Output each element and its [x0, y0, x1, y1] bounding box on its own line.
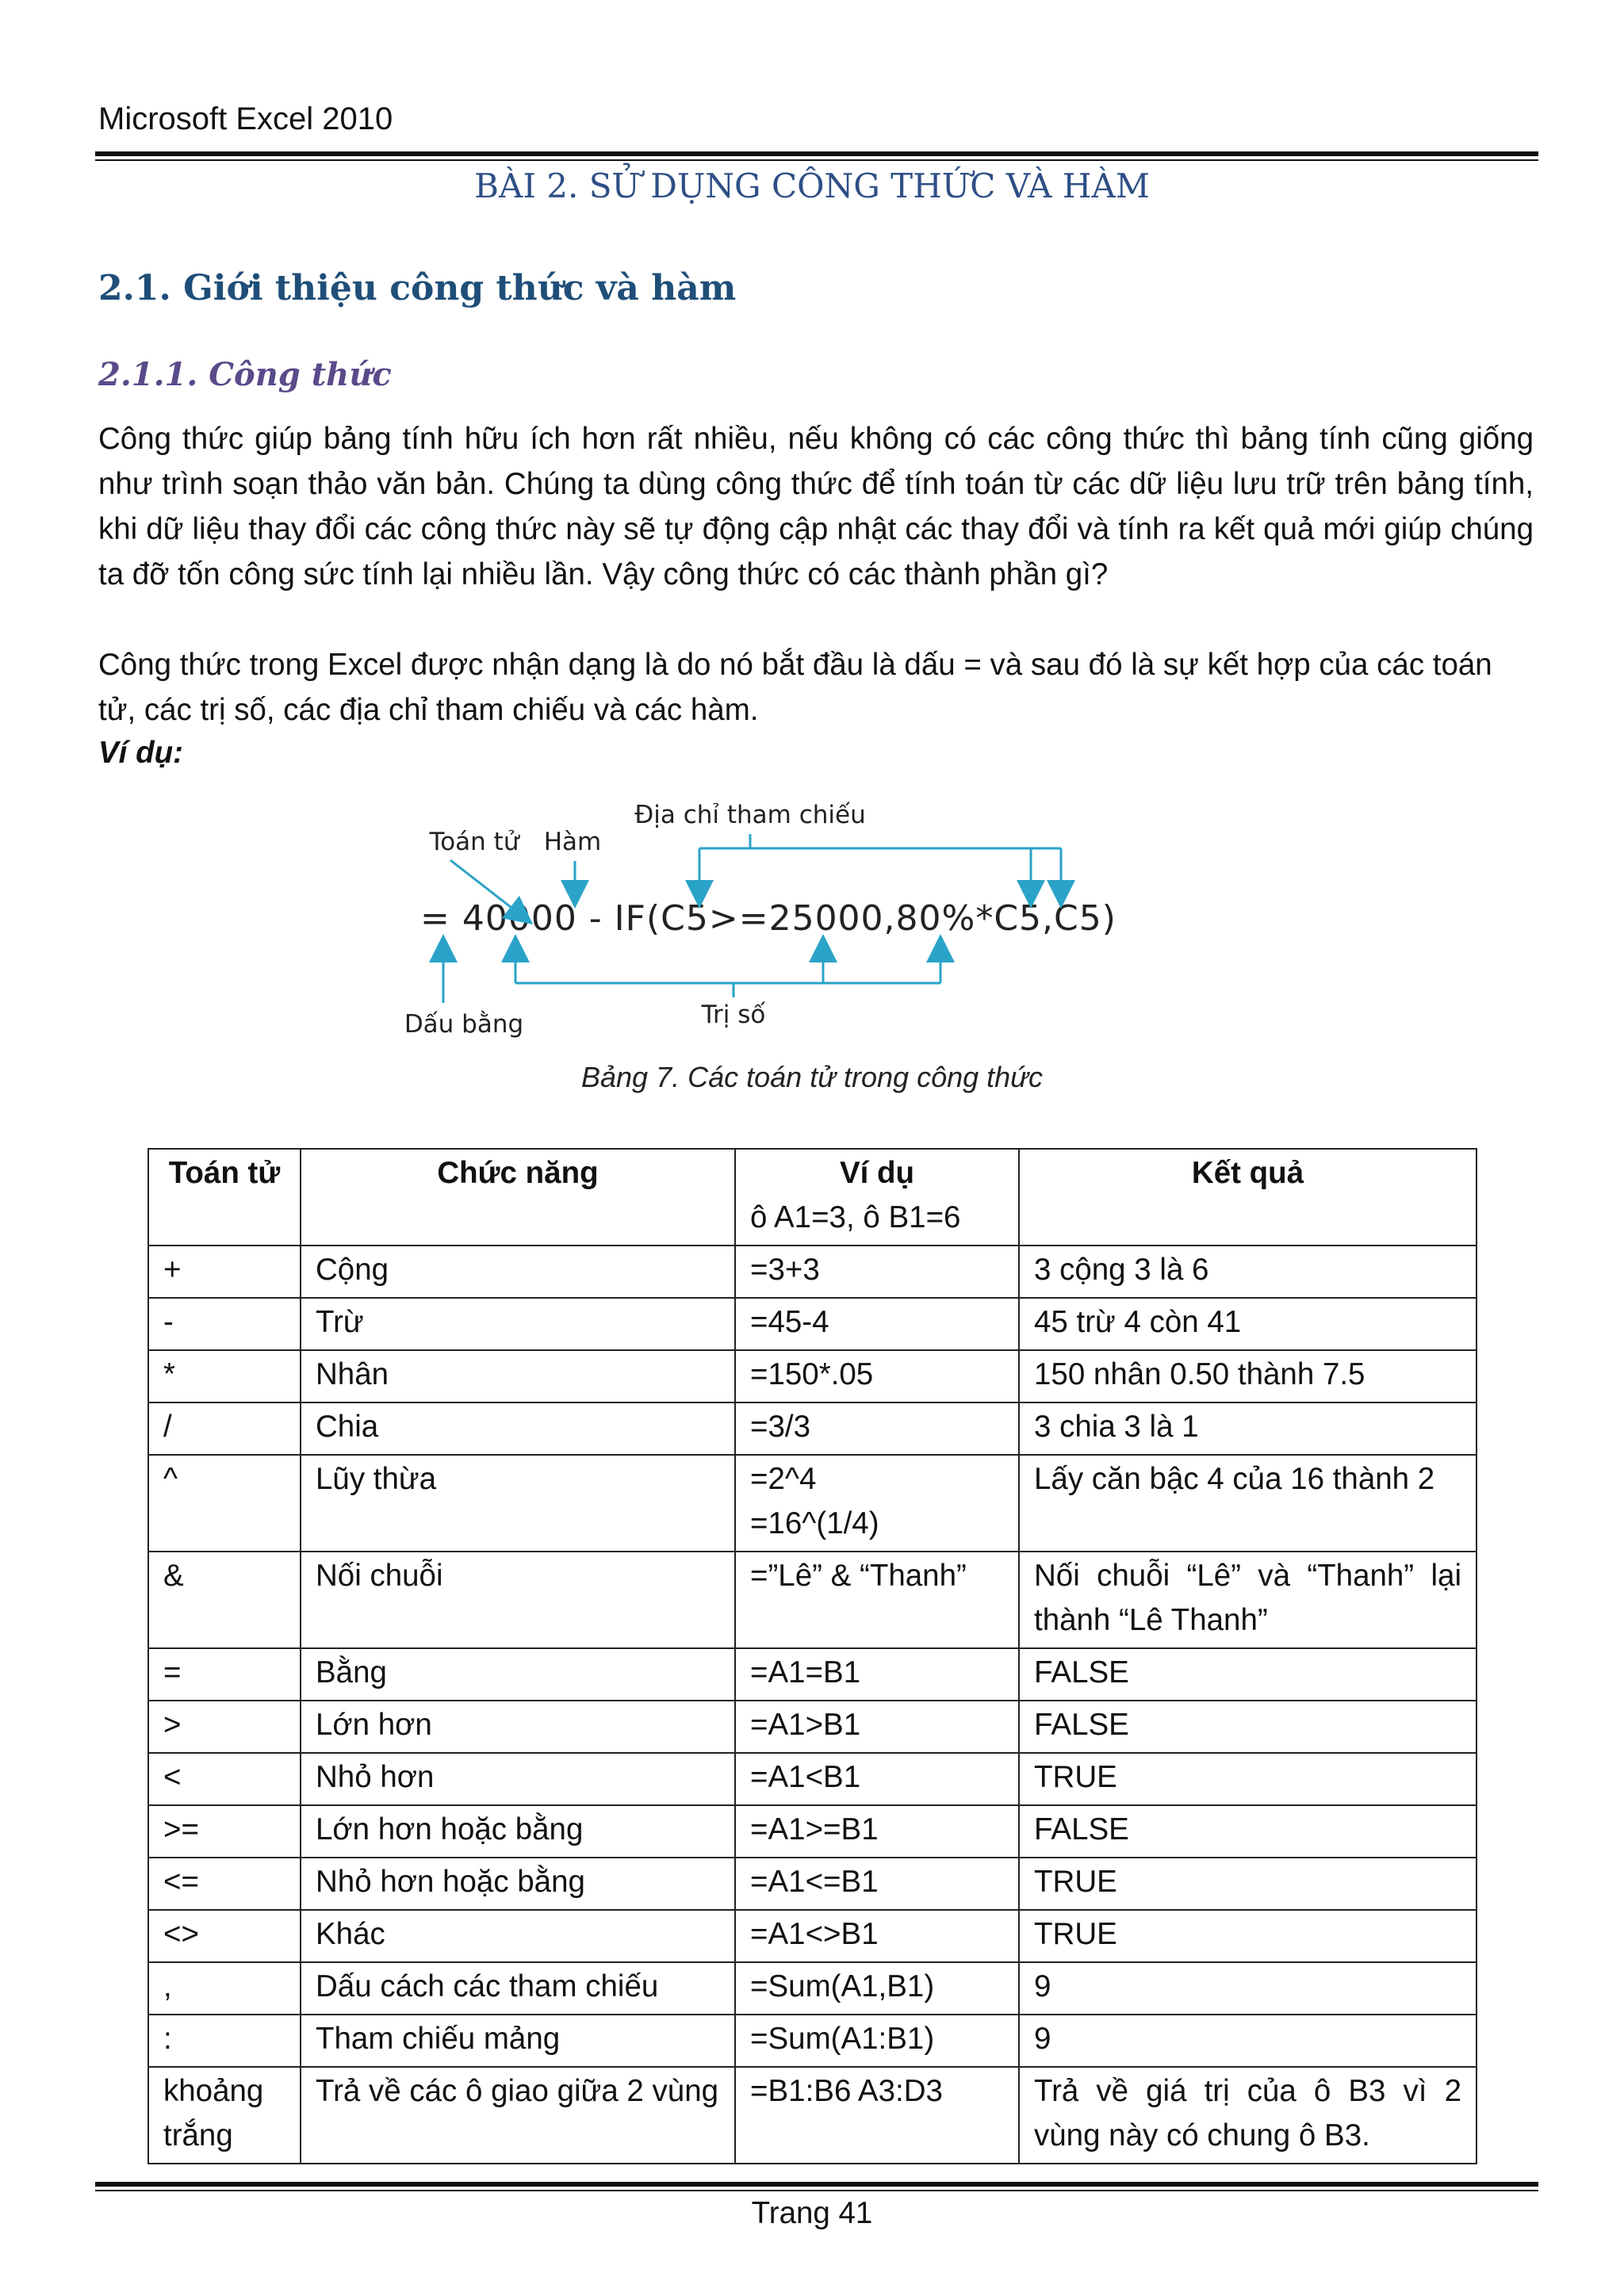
example-cell: =A1<>B1	[735, 1910, 1019, 1962]
example-cell: =A1>B1	[735, 1701, 1019, 1753]
result-cell: 9	[1019, 1962, 1477, 2015]
header-title: Microsoft Excel 2010	[98, 101, 393, 136]
function-cell: Nhỏ hơn hoặc bằng	[301, 1858, 735, 1910]
label-reference: Địa chỉ tham chiếu	[634, 801, 866, 829]
function-cell: Tham chiếu mảng	[301, 2015, 735, 2067]
result-cell: FALSE	[1019, 1805, 1477, 1858]
header-rule-thick	[95, 151, 1538, 156]
example-cell: =A1<B1	[735, 1753, 1019, 1805]
operator-cell: >	[148, 1701, 301, 1753]
table-caption: Bảng 7. Các toán tử trong công thức	[581, 1061, 1043, 1093]
operator-cell: +	[148, 1246, 301, 1298]
example-cell: =A1<=B1	[735, 1858, 1019, 1910]
section-heading: 2.1. Giới thiệu công thức và hàm	[98, 268, 737, 308]
result-cell: TRUE	[1019, 1753, 1477, 1805]
table-row	[148, 1552, 1477, 1648]
example-label: Ví dụ:	[98, 736, 183, 770]
footer-rule-thick	[95, 2182, 1538, 2187]
table-row	[148, 1858, 1477, 1910]
header-example	[735, 1149, 1019, 1246]
function-cell: Nhân	[301, 1350, 735, 1402]
operators-table	[147, 1148, 1477, 2164]
example-cell: =A1=B1	[735, 1648, 1019, 1701]
operator-cell: &	[148, 1552, 301, 1648]
table-row	[148, 1455, 1477, 1552]
operator-cell: ,	[148, 1962, 301, 2015]
header-result: Kết quả	[1019, 1149, 1477, 1246]
result-cell: 3 cộng 3 là 6	[1019, 1246, 1477, 1298]
table-header-row	[148, 1149, 1477, 1246]
example-cell: =B1:B6 A3:D3	[735, 2067, 1019, 2164]
function-cell: Nhỏ hơn	[301, 1753, 735, 1805]
result-cell: TRUE	[1019, 1858, 1477, 1910]
operator-cell: =	[148, 1648, 301, 1701]
function-cell: Nối chuỗi	[301, 1552, 735, 1648]
page-number: Trang 41	[751, 2196, 873, 2230]
result-cell: Trả về giá trị của ô B3 vì 2 vùng này có chung ô B3.	[1019, 2067, 1477, 2164]
result-cell: 45 trừ 4 còn 41	[1019, 1298, 1477, 1350]
operator-cell: <>	[148, 1910, 301, 1962]
table-row	[148, 1753, 1477, 1805]
lesson-title: BÀI 2. SỬ DỤNG CÔNG THỨC VÀ HÀM	[474, 166, 1150, 205]
header-example-label: Ví dụ	[839, 1156, 915, 1190]
example-cell: =A1>=B1	[735, 1805, 1019, 1858]
result-cell: Lấy căn bậc 4 của 16 thành 2	[1019, 1455, 1477, 1552]
operator-cell: <=	[148, 1858, 301, 1910]
example-cell: =45-4	[735, 1298, 1019, 1350]
table-row	[148, 1701, 1477, 1753]
example-cell: =2^4 =16^(1/4)	[735, 1455, 1019, 1552]
example-cell: =”Lê” & “Thanh”	[735, 1552, 1019, 1648]
header-function-label: Chức năng	[437, 1156, 599, 1190]
intro-paragraph: Công thức giúp bảng tính hữu ích hơn rất nhiều, nếu không có các công thức thì bảng tính cũng giống như trình soạn thảo văn bản. Chúng ta dùng công thức để tính toán từ các dữ liệu lưu trữ trên bảng tính, khi dữ liệu thay đổi các công thức này sẽ tự động cập nhật các thay đổi và tính ra kết quả mới giúp chúng ta đỡ tốn công sức tính lại nhiều lần. Vậy công thức có các thành phần gì?	[98, 422, 1534, 591]
operator-cell: :	[148, 2015, 301, 2067]
function-cell: Dấu cách các tham chiếu	[301, 1962, 735, 2015]
table-row	[148, 2067, 1477, 2164]
operator-cell: khoảng trắng	[148, 2067, 301, 2164]
formula-diagram	[373, 785, 1150, 1054]
function-cell: Trừ	[301, 1298, 735, 1350]
function-cell: Lũy thừa	[301, 1455, 735, 1552]
formula-definition-paragraph: Công thức trong Excel được nhận dạng là do nó bắt đầu là dấu = và sau đó là sự kết hợp của các toán tử, các trị số, các địa chỉ tham chiếu và các hàm.	[98, 648, 1492, 727]
table-row	[148, 1805, 1477, 1858]
result-cell: 3 chia 3 là 1	[1019, 1402, 1477, 1455]
table-row	[148, 1246, 1477, 1298]
result-cell: FALSE	[1019, 1701, 1477, 1753]
operator-cell: -	[148, 1298, 301, 1350]
function-cell: Lớn hơn hoặc bằng	[301, 1805, 735, 1858]
header-example-note: ô A1=3, ô B1=6	[750, 1200, 961, 1234]
function-cell: Chia	[301, 1402, 735, 1455]
header-rule-thin	[95, 159, 1538, 161]
example-cell: =3+3	[735, 1246, 1019, 1298]
operator-cell: ^	[148, 1455, 301, 1552]
function-cell: Trả về các ô giao giữa 2 vùng	[301, 2067, 735, 2164]
example-cell: =150*.05	[735, 1350, 1019, 1402]
function-cell: Lớn hơn	[301, 1701, 735, 1753]
operator-cell: >=	[148, 1805, 301, 1858]
table-body	[148, 1246, 1477, 2164]
header-operator: Toán tử	[148, 1149, 301, 1246]
table-row	[148, 1298, 1477, 1350]
operator-cell: <	[148, 1753, 301, 1805]
label-value: Trị số	[701, 1001, 766, 1029]
label-operator: Toán tử	[429, 828, 519, 856]
table-row	[148, 1962, 1477, 2015]
function-cell: Khác	[301, 1910, 735, 1962]
label-function: Hàm	[543, 828, 602, 856]
label-equals: Dấu bằng	[404, 1010, 524, 1039]
operator-cell: *	[148, 1350, 301, 1402]
function-cell: Cộng	[301, 1246, 735, 1298]
table-row	[148, 1648, 1477, 1701]
result-cell: FALSE	[1019, 1648, 1477, 1701]
header-function	[301, 1149, 735, 1246]
subsection-heading: 2.1.1. Công thức	[98, 356, 392, 393]
table-row	[148, 1910, 1477, 1962]
table-row	[148, 1402, 1477, 1455]
table-row	[148, 1350, 1477, 1402]
result-cell: TRUE	[1019, 1910, 1477, 1962]
table-row	[148, 2015, 1477, 2067]
function-cell: Bằng	[301, 1648, 735, 1701]
formula-text: = 40000 - IF(C5>=25000,80%*C5,C5)	[420, 898, 1116, 939]
example-cell: =Sum(A1:B1)	[735, 2015, 1019, 2067]
result-cell: 150 nhân 0.50 thành 7.5	[1019, 1350, 1477, 1402]
result-cell: 9	[1019, 2015, 1477, 2067]
operator-cell: /	[148, 1402, 301, 1455]
footer-rule-thin	[95, 2190, 1538, 2191]
result-cell: Nối chuỗi “Lê” và “Thanh” lại thành “Lê Thanh”	[1019, 1552, 1477, 1648]
example-cell: =3/3	[735, 1402, 1019, 1455]
example-cell: =Sum(A1,B1)	[735, 1962, 1019, 2015]
